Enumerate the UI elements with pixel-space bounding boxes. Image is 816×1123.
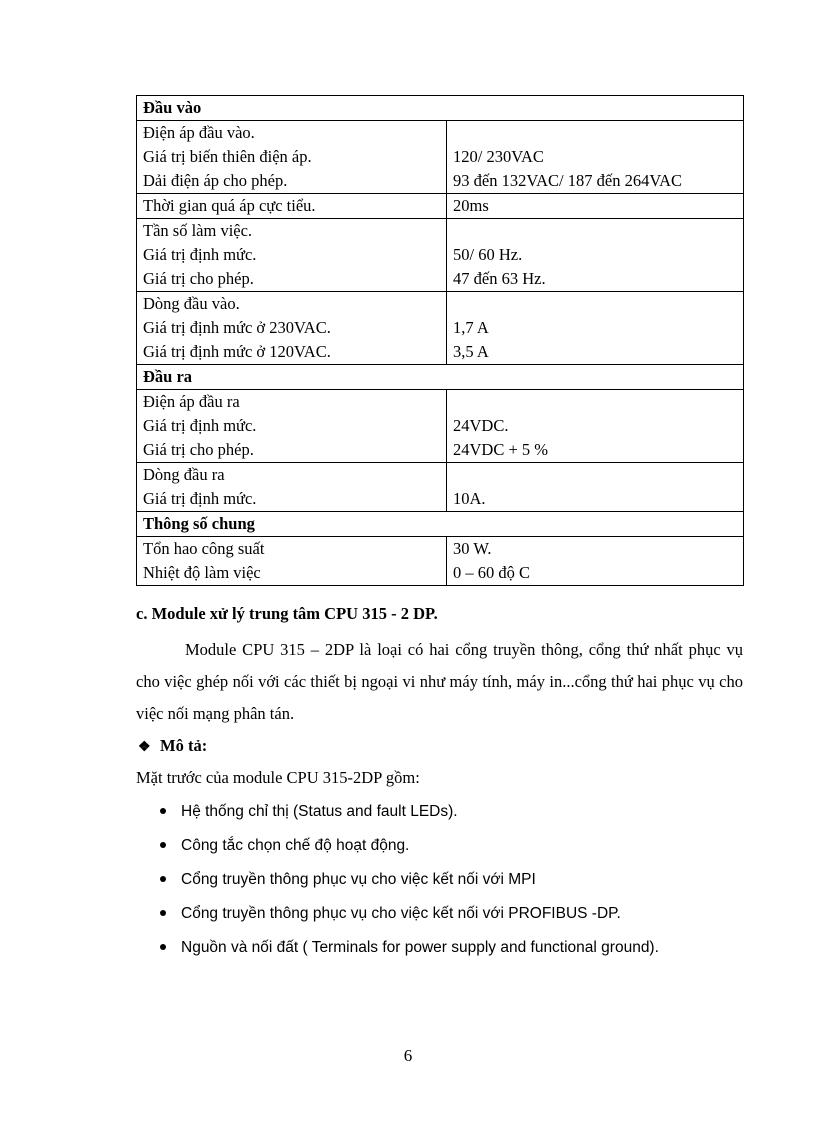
table-cell-line <box>453 463 743 487</box>
table-row <box>137 463 744 512</box>
table-cell-line: Giá trị cho phép. <box>143 269 254 288</box>
subheading-text: Mô tả: <box>160 736 208 755</box>
table-cell-parameter <box>137 463 447 512</box>
bullet-list <box>160 800 659 970</box>
table-cell-line: 120/ 230VAC <box>453 147 544 166</box>
table-cell-line: Tần số làm việc. <box>143 221 253 240</box>
table-cell-line: Điện áp đầu ra <box>143 392 240 411</box>
table-cell-value <box>447 219 744 292</box>
list-item-text: Cổng truyền thông phục vụ cho việc kết nối với PROFIBUS -DP. <box>181 905 621 922</box>
table-cell-line: Dòng đầu vào. <box>143 294 240 313</box>
list-item <box>160 936 659 970</box>
table-row <box>137 121 744 194</box>
table-cell-line: Dải điện áp cho phép. <box>143 171 288 190</box>
table-cell-line: 47 đến 63 Hz. <box>453 269 546 288</box>
list-item <box>160 800 659 834</box>
table-cell-line: Giá trị định mức. <box>143 489 257 508</box>
bullet-dot-icon <box>160 876 166 882</box>
table-cell-line: 20ms <box>453 196 489 215</box>
table-row <box>137 219 744 292</box>
table-cell-value <box>447 463 744 512</box>
table-cell-line <box>453 292 743 316</box>
table-section-label: Đầu vào <box>137 96 744 121</box>
list-item-text: Hệ thống chỉ thị (Status and fault LEDs). <box>181 803 458 820</box>
table-cell-value <box>447 390 744 463</box>
table-section-row <box>137 365 744 390</box>
table-cell-line: Giá trị định mức. <box>143 245 257 264</box>
spec-table <box>136 95 744 586</box>
table-cell-line: 0 – 60 độ C <box>453 563 531 582</box>
table-cell-parameter <box>137 537 447 586</box>
table-cell-line <box>453 121 743 145</box>
table-cell-line: Giá trị định mức ở 120VAC. <box>143 342 331 361</box>
bullet-dot-icon <box>160 842 166 848</box>
table-cell-line: 50/ 60 Hz. <box>453 245 523 264</box>
bullet-dot-icon <box>160 808 166 814</box>
subheading <box>138 734 207 760</box>
section-heading: c. Module xử lý trung tâm CPU 315 - 2 DP. <box>136 604 438 623</box>
table-row <box>137 292 744 365</box>
table-row <box>137 537 744 586</box>
list-item-text: Nguồn và nối đất ( Terminals for power supply and functional ground). <box>181 939 659 956</box>
table-cell-line: 1,7 A <box>453 318 489 337</box>
table-section-label: Đầu ra <box>137 365 744 390</box>
body-paragraph: Module CPU 315 – 2DP là loại có hai cổng truyền thông, cổng thứ nhất phục vụ cho việc ghép nối với các thiết bị ngoại vi như máy tính, máy in...cổng thứ hai phục vụ cho việc nối mạng phân tán. <box>136 640 743 723</box>
table-cell-parameter <box>137 390 447 463</box>
table-cell-line: Dòng đầu ra <box>143 465 225 484</box>
bullet-dot-icon <box>160 910 166 916</box>
table-cell-line: Tổn hao công suất <box>143 539 265 558</box>
table-cell-value <box>447 292 744 365</box>
table-cell-line: Nhiệt độ làm việc <box>143 563 261 582</box>
list-item-text: Cổng truyền thông phục vụ cho việc kết nối với MPI <box>181 871 536 888</box>
page-number: 6 <box>403 1046 413 1065</box>
table-cell-parameter <box>137 194 447 219</box>
table-cell-line: 93 đến 132VAC/ 187 đến 264VAC <box>453 171 683 190</box>
table-cell-parameter <box>137 219 447 292</box>
table-cell-line: Giá trị định mức ở 230VAC. <box>143 318 331 337</box>
table-section-row <box>137 96 744 121</box>
table-row <box>137 390 744 463</box>
list-item-text: Công tắc chọn chế độ hoạt động. <box>181 837 410 854</box>
table-cell-line <box>453 390 743 414</box>
table-section-row <box>137 512 744 537</box>
list-item <box>160 834 659 868</box>
table-cell-line: 3,5 A <box>453 342 489 361</box>
list-item <box>160 868 659 902</box>
table-cell-line: 24VDC + 5 % <box>453 440 549 459</box>
table-cell-value <box>447 121 744 194</box>
table-cell-line <box>453 219 743 243</box>
spec-table-body <box>137 96 744 586</box>
table-cell-line: Giá trị cho phép. <box>143 440 254 459</box>
table-cell-line: Giá trị biến thiên điện áp. <box>143 147 312 166</box>
table-cell-parameter <box>137 121 447 194</box>
table-cell-value <box>447 537 744 586</box>
table-row <box>137 194 744 219</box>
table-cell-line: Giá trị định mức. <box>143 416 257 435</box>
table-cell-line: Điện áp đầu vào. <box>143 123 255 142</box>
diamond-bullet-icon: ❖ <box>138 740 151 755</box>
list-item <box>160 902 659 936</box>
bullet-dot-icon <box>160 944 166 950</box>
table-cell-line: 24VDC. <box>453 416 509 435</box>
intro-line: Mặt trước của module CPU 315-2DP gồm: <box>136 768 420 787</box>
table-cell-line: Thời gian quá áp cực tiểu. <box>143 196 316 215</box>
table-cell-line: 30 W. <box>453 539 492 558</box>
table-cell-line: 10A. <box>453 489 486 508</box>
table-cell-parameter <box>137 292 447 365</box>
table-section-label: Thông số chung <box>137 512 744 537</box>
table-cell-value <box>447 194 744 219</box>
